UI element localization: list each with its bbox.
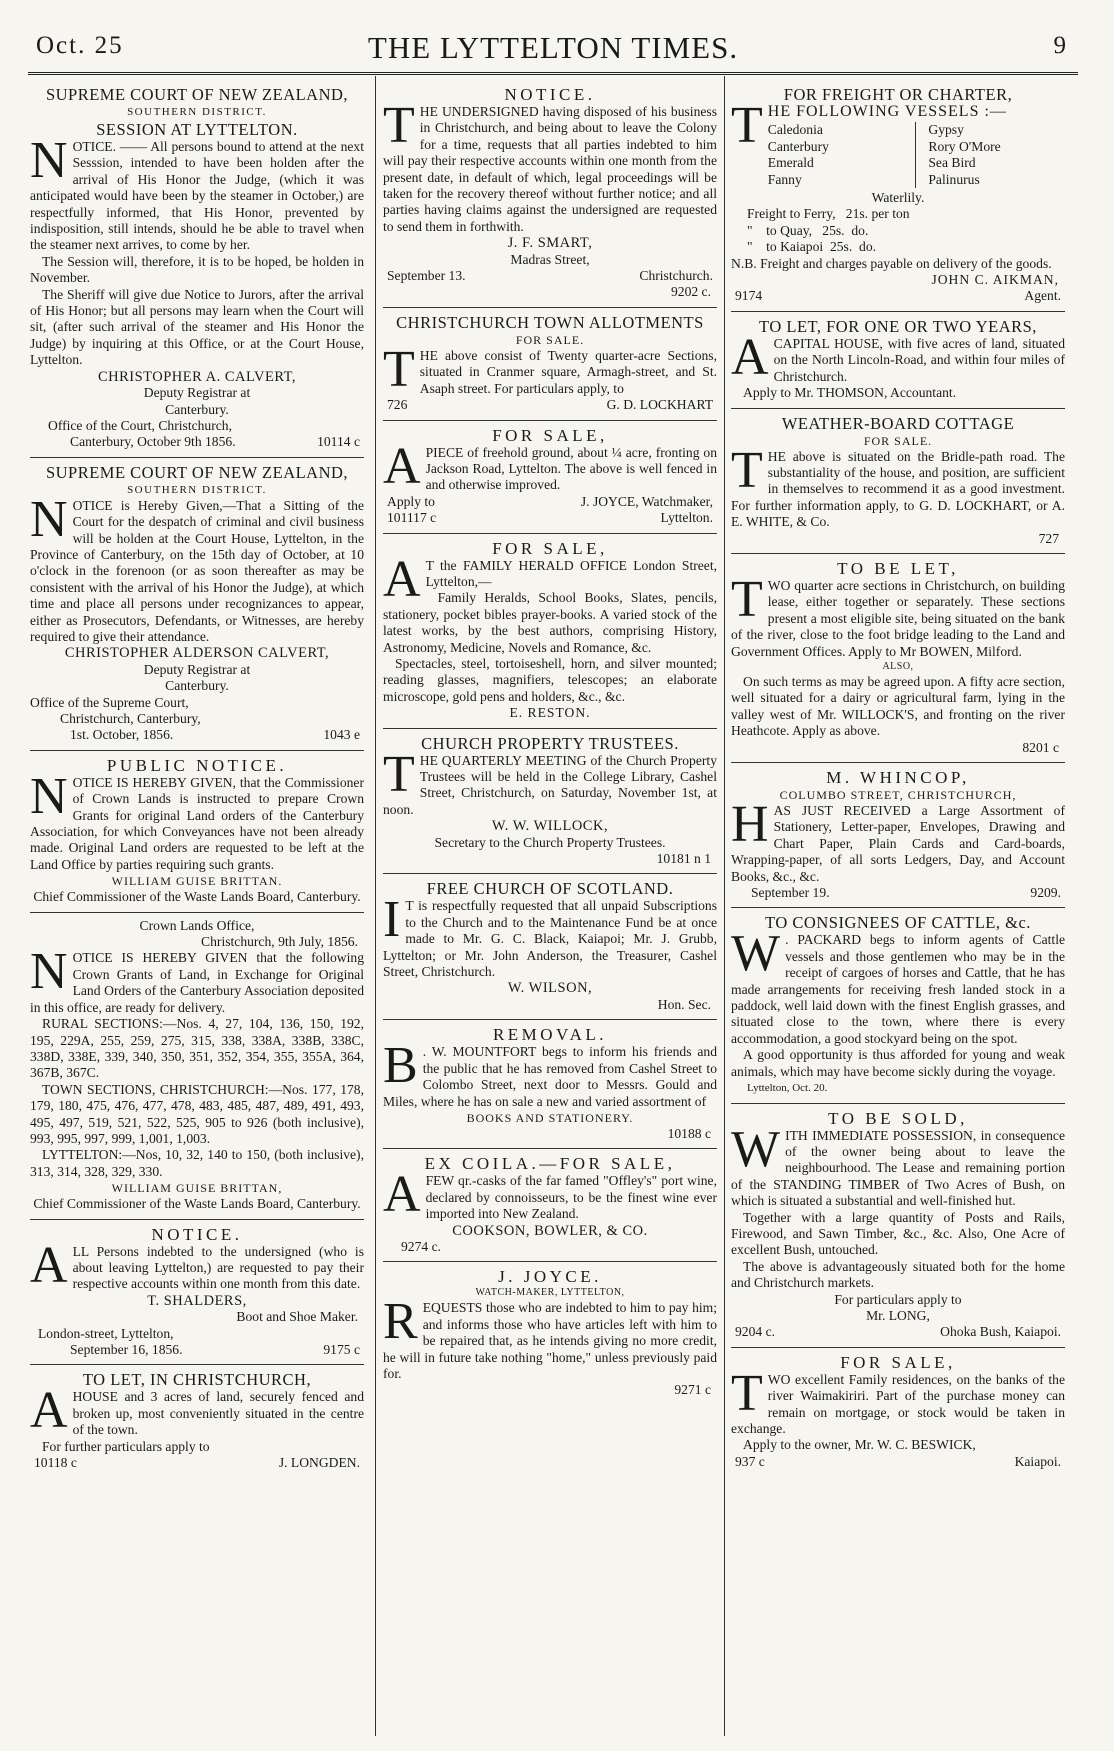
ad-ref: 9174	[735, 288, 763, 304]
shalders-notice	[30, 1220, 364, 1366]
signer: G. D. LOCKHART	[606, 397, 713, 413]
ad-paragraph: A good opportunity is thus afforded for young and weak animals, which may have become sickly during the voyage.	[731, 1047, 1065, 1079]
apply-line: Apply to the owner, Mr. W. C. BESWICK,	[743, 1437, 976, 1453]
ad-ref: 101117 c	[387, 510, 437, 526]
signer: J. F. SMART,	[507, 235, 593, 252]
street: Madras Street,	[510, 251, 590, 267]
office-line: Office of the Court, Christchurch,	[48, 417, 232, 433]
ad-lead: HE FOLLOWING VESSELS :—	[767, 103, 1007, 120]
freehold-ground-sale	[383, 421, 717, 534]
town-allotments-ad	[383, 308, 717, 421]
to-be-sold-bush	[731, 1104, 1065, 1348]
drop-cap: W	[731, 1120, 781, 1178]
joyce-watchmaker-notice	[383, 1262, 717, 1404]
ad-body: ITH IMMEDIATE POSSESSION, in consequence of the owner being about to leave the neighbourhood. The Lease and remaining portion of the STANDING TIMBER of Two Acres of Bush, on which is situated a substantial and well-finished hut.	[731, 1127, 1065, 1209]
ad-title: TO LET, FOR ONE OR TWO YEARS,	[759, 316, 1037, 336]
ad-body: EQUESTS those who are indebted to him to pay him; and informs those who have articles left with him to be repaired that, as he intends giving no more credit, he will in future take nothing "home," unless previously paid for.	[383, 1300, 717, 1381]
signer: T. SHALDERS,	[147, 1292, 247, 1309]
ad-ref: 9209.	[1030, 885, 1061, 901]
ad-title: SUPREME COURT OF NEW ZEALAND,	[45, 85, 349, 104]
rural-sections: RURAL SECTIONS:—Nos. 4, 27, 104, 136, 150, 192, 195, 229A, 255, 259, 275, 315, 338, 338A, 338B, 338C, 338D, 338E, 339, 340, 350, 351, 352, 354, 355, 355A, 364, 367B, 367C.	[30, 1016, 364, 1081]
family-herald-office-ad	[383, 534, 717, 729]
drop-cap: T	[731, 441, 763, 499]
ad-date: September 16, 1856.	[70, 1342, 183, 1357]
ad-title: FOR SALE,	[492, 425, 608, 445]
church-property-trustees	[383, 729, 717, 875]
ad-subtitle: FOR SALE.	[515, 332, 585, 347]
signer: WILLIAM GUISE BRITTAN.	[111, 874, 283, 889]
vessel-name: Gypsy	[928, 122, 964, 138]
ad-paragraph: The Sheriff will give due Notice to Jurors, after the arrival of His Honor; but all persons may learn when the Court will sit, (after such arrival of the steamer and His Honor the Judge) by inquiring at this Office, or at the Court House, Lyttelton.	[30, 286, 364, 368]
ad-paragraph: The Session will, therefore, it is to be hoped, be holden in November.	[30, 253, 364, 286]
ad-body: WO excellent Family residences, on the banks of the river Waimakiriri. Part of the purchase money can remain on mortgage, or stock would be taken in exchange.	[731, 1371, 1065, 1436]
ad-ref: 10188 c	[667, 1125, 711, 1141]
ad-ref: 9175 c	[323, 1342, 360, 1357]
ad-title: FOR SALE,	[492, 538, 608, 558]
office-line: Crown Lands Office,	[139, 917, 255, 933]
ad-body: OTICE. —— All persons bound to attend at the next Sesssion, intended to have been holden after the arrival of His Honor the Judge, (which it was anticipated would have been by the steamer in October,) are respectfully informed, that His Honor, prevented by indisposition, still intends, should he be able to travel when the steamer next arrives, to come by her.	[30, 139, 364, 253]
ad-title: TO CONSIGNEES OF CATTLE, &c.	[765, 913, 1031, 933]
ad-body: WO quarter acre sections in Christchurch, on building lease, either together or separately. These sections present a most eligible site, being situated on the bank of the river, close to the foot bridge leading to the Land and Government Offices. Apply to Mr BOWEN, Milford.	[731, 577, 1065, 659]
place: Ohoka Bush, Kaiapoi.	[940, 1324, 1061, 1340]
ad-paragraph: Family Heralds, School Books, Slates, pencils, stationery, pocket bibles prayer-books. A varied stock of the latest works, by the best authors, comprising History, Astronomy, Medicine, Novels and Romance, &c.	[383, 590, 717, 655]
header-rule	[28, 72, 1078, 75]
ad-body: AS JUST RECEIVED a Large Assortment of Stationery, Letter-paper, Envelopes, Drawing and Chart Paper, Plain Cards and Card-boards, Wrapping-paper, of all sorts Ledgers, Day, and Account Books, &c., &c.	[731, 803, 1065, 884]
signer-role: Secretary to the Church Property Trustees.	[434, 834, 666, 850]
signer-role: Canterbury.	[165, 401, 229, 417]
ad-subtitle: FOR SALE.	[863, 433, 933, 448]
supreme-court-session-notice	[30, 80, 364, 458]
ad-subtitle: WATCH-MAKER, LYTTELTON,	[475, 1287, 625, 1299]
ad-paragraph: On such terms as may be agreed upon. A fifty acre section, well situated for a dairy or agricultural farm, lying in the valley west of Mr. WILLOCK'S, and fronting on the river Heathcote. Apply as above.	[731, 673, 1065, 739]
signer-role: Agent.	[1024, 288, 1061, 304]
ad-body: T is respectfully requested that all unpaid Subscriptions to the Church and to the Maintenance Fund be at once made to Mr. G. C. Black, Kaiapoi; Mr. J. Grubb, Lyttelton; or Mr. John Anderson, the Treasurer, Cashel Street, Christchurch.	[383, 898, 717, 980]
signer: W. WILSON,	[507, 980, 593, 997]
lyttelton-sections: LYTTELTON:—Nos, 10, 32, 140 to 150, (both inclusive), 313, 314, 328, 329, 330.	[30, 1147, 364, 1179]
ad-paragraph: Together with a large quantity of Posts and Rails, Firewood, and Sawn Timber, &c., &c. Also, One Acre of excellent Bush, untouched.	[731, 1209, 1065, 1258]
signer-role: Deputy Registrar at	[143, 385, 251, 401]
office-line: Christchurch, Canterbury,	[60, 711, 201, 726]
signer-role: Canterbury.	[165, 678, 229, 694]
ad-title: TO BE SOLD,	[828, 1108, 968, 1128]
drop-cap: T	[731, 570, 763, 628]
ad-title: SUPREME COURT OF NEW ZEALAND,	[45, 462, 349, 482]
ad-title: REMOVAL.	[492, 1025, 608, 1045]
freight-rate: Freight to Ferry, 21s. per ton	[747, 206, 910, 222]
free-church-scotland	[383, 874, 717, 1020]
drop-cap: A	[383, 1166, 421, 1224]
column-rule	[724, 76, 725, 1736]
ad-body: HE UNDERSIGNED having disposed of his business in Christchurch, and being about to leave the Colony for a time, requests that all parties indebted to him will pay their respective accounts within one month from the present date, in default of which, legal proceedings will be taken for the recovery thereof without further notice; and all parties having claims against the undersigned are requested to send them in forthwith.	[383, 104, 717, 234]
signer: COOKSON, BOWLER, & CO.	[452, 1222, 648, 1239]
drop-cap: A	[30, 1382, 68, 1440]
capital-house-to-let	[731, 312, 1065, 409]
apply-line: For particulars apply to	[834, 1291, 962, 1307]
column-rule	[375, 76, 376, 1736]
ad-title: NOTICE.	[151, 1224, 243, 1244]
ad-ref: 1043 e	[323, 727, 360, 743]
ad-title: PUBLIC NOTICE.	[106, 755, 288, 775]
ad-body: OTICE IS HEREBY GIVEN, that the Commissioner of Crown Lands is instructed to prepare Crown Grants for original Land orders of the Canterbury Association, for which Conveyances have not been already made. Original Land orders are requested to be left at the Land Office by parties requiring such grants.	[30, 774, 364, 872]
ad-title: NOTICE.	[504, 85, 596, 104]
ad-title: J. JOYCE.	[498, 1267, 602, 1287]
vessel-name: Rory O'More	[928, 138, 1001, 154]
ad-ref: 10181 n 1	[656, 851, 711, 867]
signer: Mr. LONG,	[866, 1307, 930, 1323]
freight-rate: " to Kaiapoi 25s. do.	[747, 239, 877, 255]
ad-title: EX COILA.—FOR SALE,	[424, 1154, 676, 1174]
ad-title: FOR SALE,	[840, 1352, 956, 1372]
signer-role: Hon. Sec.	[657, 996, 711, 1012]
signer: E. RESTON.	[509, 705, 591, 721]
ad-ref: 727	[1038, 530, 1059, 546]
ad-ref: 8201 c	[1022, 739, 1059, 755]
signer: CHRISTOPHER ALDERSON CALVERT,	[64, 645, 330, 662]
signer-role: Chief Commissioner of the Waste Lands Board, Canterbury.	[33, 889, 361, 905]
drop-cap: T	[731, 97, 763, 154]
drop-cap: A	[383, 437, 421, 495]
also-label: ALSO,	[882, 660, 914, 672]
ad-body: . PACKARD begs to inform agents of Cattle vessels and those gentlemen who may be in the receipt of cargoes of horses and Cattle, that he has made arrangements for receiving fresh landed stock in a paddock, well laid down with the finest English grasses, and situated close to the town, where there is every accommodation, a good stockyard being on the spot.	[731, 932, 1065, 1046]
signer: JOHN C. AIKMAN,	[931, 272, 1059, 288]
drop-cap: N	[30, 767, 68, 825]
drop-cap: A	[731, 328, 769, 386]
town: Lyttelton.	[660, 510, 713, 526]
to-be-let-sections	[731, 554, 1065, 763]
ad-body: OTICE is Hereby Given,—That a Sitting of the Court for the despatch of criminal and civil business will be holden at the Court House, Lyttelton, in the Province of Canterbury, on the 15th day of October, at 10 o'clock in the forenoon (or as soon thereafter as may be consistent with the arrival of his Honor the Judge), at which time and place all persons under recognizances to appear, either as Prosecutors, Defendants, or Witnesses, are hereby required to give their attendance.	[30, 497, 364, 644]
signer: J. LONGDEN.	[278, 1455, 360, 1471]
town: Christchurch.	[639, 268, 713, 284]
ad-ref: 10118 c	[34, 1455, 77, 1471]
ad-subtitle: SESSION AT LYTTELTON.	[96, 120, 298, 139]
supreme-court-sitting-notice	[30, 458, 364, 751]
ad-title: TO BE LET,	[837, 558, 959, 578]
whincop-stationery	[731, 763, 1065, 908]
drop-cap: A	[30, 1236, 68, 1294]
ad-ref: 726	[387, 397, 408, 413]
ex-coila-sale	[383, 1149, 717, 1262]
ad-title: CHRISTCHURCH TOWN ALLOTMENTS	[396, 312, 704, 332]
drop-cap: T	[731, 1364, 763, 1422]
ad-subtitle: SOUTHERN DISTRICT.	[127, 483, 267, 496]
cattle-consignees	[731, 908, 1065, 1103]
ad-title: CHURCH PROPERTY TRUSTEES.	[421, 733, 679, 753]
ad-body: . W. MOUNTFORT begs to inform his friends and the public that he has removed from Cashel Street to Colombo Street, next door to Messrs. Gould and Miles, where he has on sale a new and varied assortment of	[383, 1044, 717, 1109]
ad-ref: 10114 c	[317, 434, 360, 450]
signer: J. JOYCE, Watchmaker,	[580, 493, 713, 509]
ad-body: HOUSE and 3 acres of land, securely fenced and broken up, most conveniently situated in the centre of the town.	[72, 1389, 364, 1438]
ad-paragraph: Spectacles, steel, tortoiseshell, horn, and silver mounted; reading glasses, magnifiers, telescopes; an elaborate microscope, gold pens and holders, &c., &c.	[383, 655, 717, 704]
drop-cap: I	[383, 891, 401, 949]
apply-line: Apply to	[387, 493, 435, 509]
family-residences-sale	[731, 1348, 1065, 1476]
drop-cap: T	[383, 97, 415, 154]
vessel-name: Fanny	[768, 172, 917, 188]
column-2	[383, 80, 717, 1405]
column-3	[731, 80, 1065, 1476]
public-notice-crown-grants	[30, 751, 364, 913]
ad-date: Lyttelton, Oct. 20.	[747, 1082, 828, 1095]
ad-ref: 9271 c	[674, 1382, 711, 1398]
ad-subtitle: COLUMBO STREET, CHRISTCHURCH,	[779, 788, 1017, 802]
ad-body: PIECE of freehold ground, about ¼ acre, fronting on Jackson Road, Lyttelton. The above is well fenced in and otherwise improved.	[425, 444, 717, 493]
crown-lands-notice	[30, 913, 364, 1220]
ad-date: Christchurch, 9th July, 1856.	[201, 934, 358, 950]
signer-role: Chief Commissioner of the Waste Lands Board, Canterbury.	[33, 1196, 361, 1212]
ad-body: OTICE IS HEREBY GIVEN that the following Crown Grants of Land, in Exchange for Original Land Orders of the Canterbury Association deposited in this office, are ready for delivery.	[30, 950, 364, 1015]
issue-date: Oct. 25	[36, 32, 124, 59]
freight-charter-ad	[731, 80, 1065, 312]
ad-ref: 9202 c.	[670, 284, 711, 300]
vessel-name: Palinurus	[928, 171, 980, 187]
ad-title: M. WHINCOP,	[826, 768, 970, 787]
vessel-name: Waterlily.	[871, 190, 925, 206]
drop-cap: W	[731, 925, 781, 983]
ad-paragraph: N.B. Freight and charges payable on delivery of the goods.	[731, 255, 1052, 271]
drop-cap: N	[30, 943, 68, 1001]
place: Kaiapoi.	[1014, 1453, 1061, 1469]
page-header	[28, 30, 1078, 70]
drop-cap: N	[30, 490, 68, 548]
removal-notice	[383, 1020, 717, 1149]
drop-cap: B	[383, 1037, 418, 1095]
column-1	[30, 80, 364, 1477]
to-let-christchurch	[30, 1365, 364, 1477]
vessel-name: Canterbury	[768, 139, 917, 155]
drop-cap: A	[383, 550, 421, 608]
ad-date: September 19.	[751, 885, 830, 901]
ad-body: HE above consist of Twenty quarter-acre Sections, situated in Cranmer square, Armagh-street, and St. Asaph street. For particulars apply, to	[419, 347, 717, 396]
drop-cap: T	[383, 340, 415, 398]
ad-ref: 9204 c.	[735, 1324, 776, 1340]
ad-body: CAPITAL HOUSE, with five acres of land, situated on the North Lincoln-Road, and within four miles of Christchurch.	[773, 335, 1065, 384]
goods-line: BOOKS AND STATIONERY.	[466, 1110, 634, 1125]
office-line: Office of the Supreme Court,	[30, 694, 189, 710]
ad-body: T the FAMILY HERALD OFFICE London Street, Lyttelton,—	[425, 557, 717, 589]
ad-body: FEW qr.-casks of the far famed "Offley's" port wine, declared by connoisseurs, to be the finest wine ever imported into New Zealand.	[425, 1173, 717, 1222]
smart-notice	[383, 80, 717, 308]
signer-role: Boot and Shoe Maker.	[236, 1309, 358, 1325]
ad-ref: 937 c	[735, 1453, 765, 1469]
ad-date: 1st. October, 1856.	[70, 727, 174, 743]
town-sections: TOWN SECTIONS, CHRISTCHURCH:—Nos. 177, 178, 179, 180, 475, 476, 477, 478, 483, 485, 487, 489, 491, 493, 495, 497, 519, 521, 522, 525, 905 to 926 (both inclusive), 993, 995, 997, 999, 1,001, 1,003.	[30, 1081, 364, 1146]
drop-cap: N	[30, 132, 68, 189]
apply-line: For further particulars apply to	[42, 1438, 210, 1454]
ad-title: TO LET, IN CHRISTCHURCH,	[82, 1370, 312, 1390]
signer: W. W. WILLOCK,	[491, 818, 609, 835]
signer: WILLIAM GUISE BRITTAN,	[111, 1181, 283, 1196]
signer-role: Deputy Registrar at	[143, 661, 251, 677]
page-number: 9	[1053, 32, 1066, 59]
newspaper-title: THE LYTTELTON TIMES.	[367, 30, 739, 65]
ad-title: FREE CHURCH OF SCOTLAND.	[426, 879, 674, 899]
apply-line: Apply to Mr. THOMSON, Accountant.	[743, 385, 957, 401]
ad-title: FOR FREIGHT OR CHARTER,	[783, 85, 1013, 104]
vessel-name: Caledonia	[768, 122, 917, 138]
ad-ref: 9274 c.	[401, 1238, 442, 1254]
ad-body: LL Persons indebted to the undersigned (who is about leaving Lyttelton,) are requested to pay their respective accounts within one month from this date.	[72, 1243, 364, 1292]
weather-board-cottage	[731, 409, 1065, 554]
ad-date: Canterbury, October 9th 1856.	[70, 434, 236, 450]
drop-cap: T	[383, 745, 415, 803]
ad-title: WEATHER-BOARD COTTAGE	[781, 413, 1015, 433]
drop-cap: H	[731, 796, 769, 853]
vessel-name: Sea Bird	[928, 155, 976, 171]
ad-date: September 13.	[387, 268, 466, 284]
ad-paragraph: The above is advantageously situated both for the home and Christchurch markets.	[731, 1258, 1065, 1291]
signer: CHRISTOPHER A. CALVERT,	[97, 368, 297, 385]
vessel-name: Emerald	[768, 155, 917, 171]
drop-cap: R	[383, 1293, 418, 1351]
address: London-street, Lyttelton,	[38, 1325, 174, 1341]
ad-subtitle: SOUTHERN DISTRICT.	[127, 106, 267, 118]
ad-body: HE QUARTERLY MEETING of the Church Property Trustees will be held in the College Library, Cashel Street, Christchurch, on Saturday, November 1st, at noon.	[383, 752, 717, 817]
vessel-list	[768, 122, 1065, 188]
freight-rate: " to Quay, 25s. do.	[747, 222, 869, 238]
ad-body: HE above is situated on the Bridle-path road. The substantiality of the house, and position, are sufficient in themselves to recommend it as a good investment. For further information apply, to G. D. LOCKHART, or A. E. WHITE, & Co.	[731, 448, 1065, 530]
